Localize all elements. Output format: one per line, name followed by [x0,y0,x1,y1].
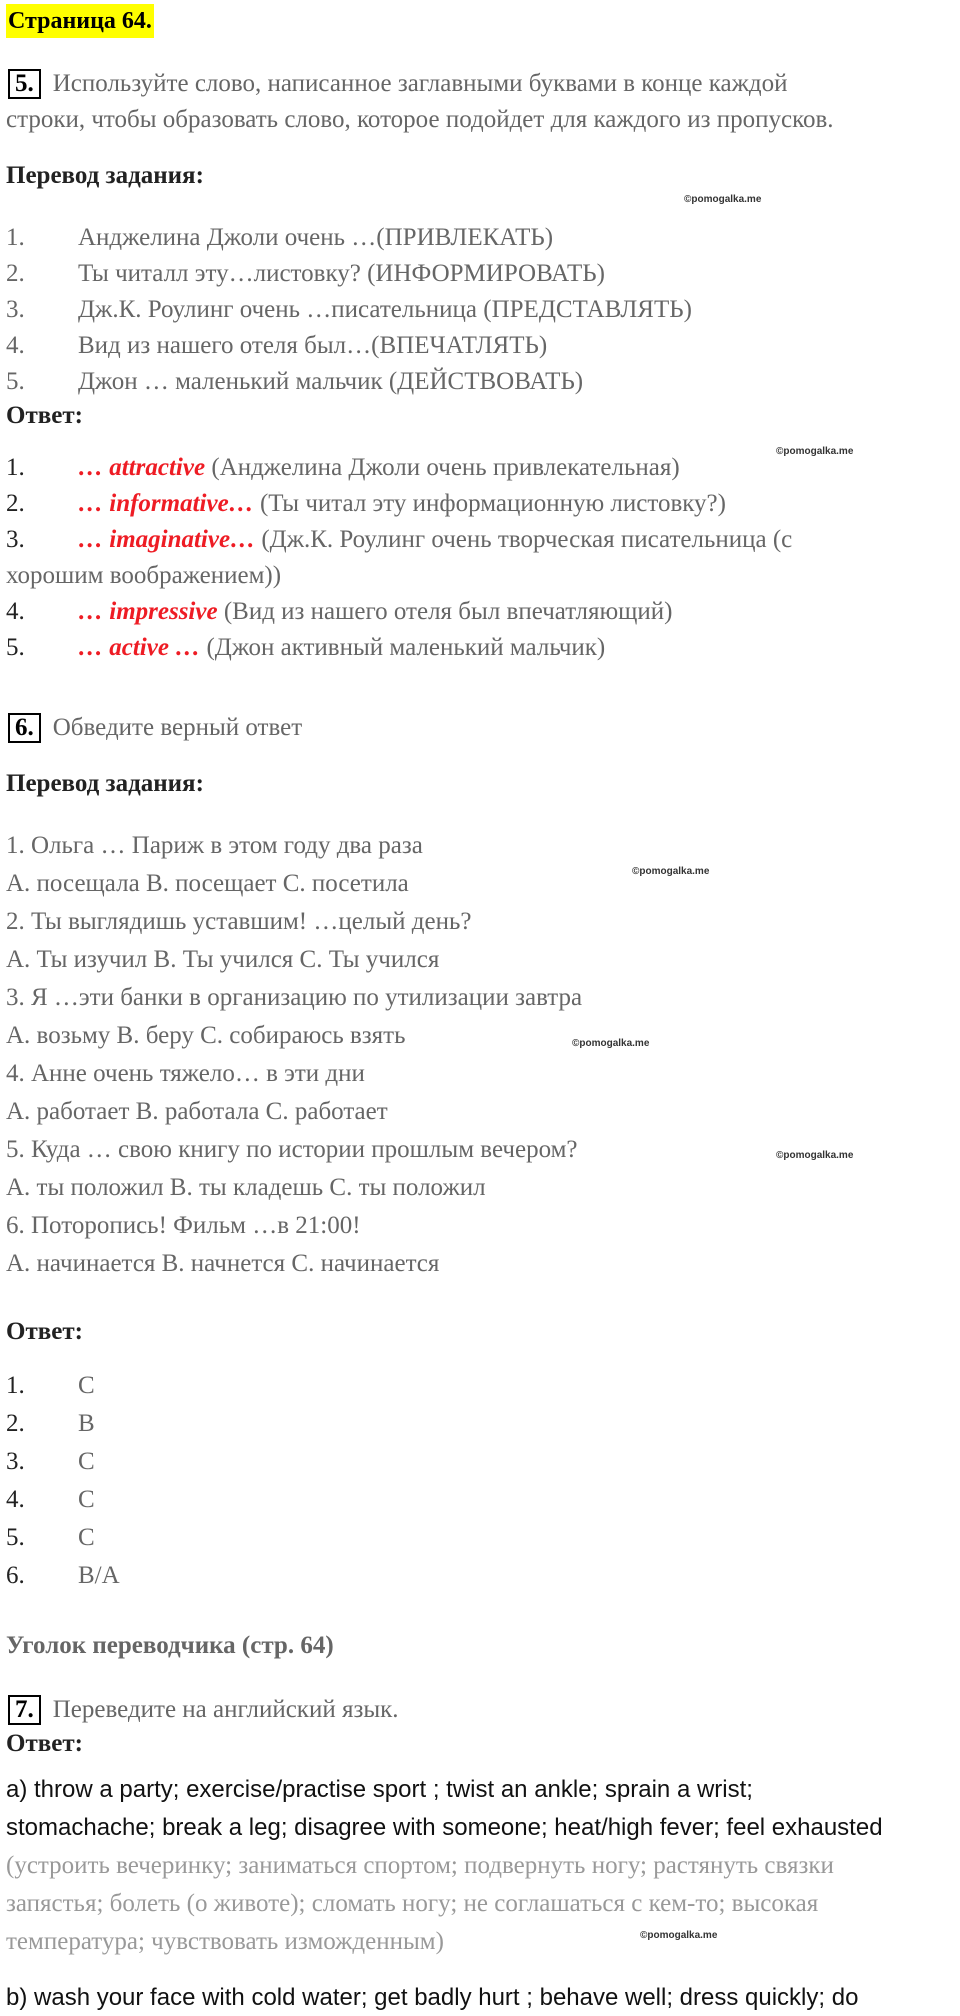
ex5-item-5 [6,364,584,400]
ex5-item-3 [6,292,692,328]
ex6-line: 5. Куда … свою книгу по истории прошлым вечером? [6,1136,578,1163]
answer-translation: (Дж.К. Роулинг очень творческая писательница (с [255,526,793,553]
ex5-item-4 [6,328,548,364]
item-text: Вид из нашего отеля был…(ВПЕЧАТЛЯТЬ) [78,332,548,359]
ex6-line: 6. Поторопись! Фильм …в 21:00! [6,1212,361,1239]
answer-value: C [78,1486,95,1513]
answer-word: … informative… [78,490,254,517]
ex5-answer-2 [6,486,726,522]
answer-number: 4. [6,598,25,625]
ex5-translation-heading: Перевод задания: [6,162,204,189]
answer-value: B/A [78,1562,120,1589]
answer-word: … active … [78,634,201,661]
page-title: Страница 64. [6,4,154,38]
ex6-answer-heading: Ответ: [6,1318,83,1345]
answer-value: C [78,1524,95,1551]
watermark: ©pomogalka.me [572,1038,650,1049]
ex7-answer-a-line2: stomachache; break a leg; disagree with someone; heat/high fever; feel exhausted [6,1814,883,1841]
item-text: Анджелина Джоли очень …(ПРИВЛЕКАТЬ) [78,224,554,251]
item-text: Джон … маленький мальчик (ДЕЙСТВОВАТЬ) [78,368,584,395]
ex6-answer-1 [6,1368,95,1404]
answer-value: C [78,1448,95,1475]
answer-translation: (Вид из нашего отеля был впечатляющий) [217,598,673,625]
watermark: ©pomogalka.me [776,446,854,457]
ex6-instruction [8,710,302,746]
answer-translation: (Джон активный маленький мальчик) [200,634,606,661]
ex6-number: 6. [8,713,41,743]
answer-word: … impressive [78,598,218,625]
ex7-instruction [8,1692,399,1728]
ex7-number: 7. [8,1695,41,1725]
ex5-item-1 [6,220,554,256]
ex7-answer-a-ru3: температура; чувствовать изможденным) [6,1928,444,1955]
answer-value: B [78,1410,95,1437]
ex6-line: 3. Я …эти банки в организацию по утилизации завтра [6,984,583,1011]
answer-number: 1. [6,454,25,481]
watermark: ©pomogalka.me [684,194,762,205]
ex7-answer-a-ru1: (устроить вечеринку; заниматься спортом; подвернуть ногу; растянуть связки [6,1852,834,1879]
watermark: ©pomogalka.me [640,1930,718,1941]
ex6-answer-5 [6,1520,95,1556]
ex7-answer-heading: Ответ: [6,1730,83,1757]
ex5-answer-heading: Ответ: [6,402,83,429]
answer-translation: (Анджелина Джоли очень привлекательная) [205,454,680,481]
answer-number: 5. [6,1524,25,1551]
ex7-instruction-text: Переведите на английский язык. [52,1696,399,1723]
ex6-line: 4. Анне очень тяжело… в эти дни [6,1060,365,1087]
answer-translation: (Ты читал эту информационную листовку?) [253,490,726,517]
item-text: Ты читалл эту…листовку? (ИНФОРМИРОВАТЬ) [78,260,605,287]
item-number: 4. [6,332,25,359]
translator-corner-heading: Уголок переводчика (стр. 64) [6,1632,334,1659]
item-number: 2. [6,260,25,287]
ex7-answer-b-line1: b) wash your face with cold water; get badly hurt ; behave well; dress quickly; do [6,1984,859,2011]
answer-number: 2. [6,1410,25,1437]
ex6-line: A. Ты изучил B. Ты учился C. Ты учился [6,946,440,973]
ex5-number: 5. [8,69,41,99]
ex6-line: A. работает B. работала C. работает [6,1098,388,1125]
ex6-instruction-text: Обведите верный ответ [52,714,303,741]
answer-number: 1. [6,1372,25,1399]
ex6-answer-2 [6,1406,95,1442]
ex5-item-2 [6,256,605,292]
ex7-answer-a-line1: a) throw a party; exercise/practise sport ; twist an ankle; sprain a wrist; [6,1776,753,1803]
ex7-answer-a-ru2: запястья; болеть (о животе); сломать ногу; не соглашаться с кем-то; высокая [6,1890,819,1917]
ex5-instruction-line1: Используйте слово, написанное заглавными буквами в конце каждой [52,70,788,97]
ex5-answer-3-continued: хорошим воображением)) [6,562,282,589]
item-number: 3. [6,296,25,323]
ex6-answer-3 [6,1444,95,1480]
item-number: 1. [6,224,25,251]
ex5-answer-1 [6,450,680,486]
ex6-translation-heading: Перевод задания: [6,770,204,797]
ex6-line: 2. Ты выглядишь уставшим! …целый день? [6,908,472,935]
ex6-line: A. посещала B. посещает C. посетила [6,870,409,897]
ex6-line: A. возьму B. беру C. собираюсь взять [6,1022,406,1049]
ex6-answer-6 [6,1558,120,1594]
ex5-instruction-line2: строки, чтобы образовать слово, которое подойдет для каждого из пропусков. [6,106,834,133]
answer-word: … attractive [78,454,206,481]
answer-number: 2. [6,490,25,517]
item-number: 5. [6,368,25,395]
ex5-answer-4 [6,594,673,630]
answer-number: 4. [6,1486,25,1513]
ex5-instruction [8,66,788,102]
answer-word: … imaginative… [78,526,256,553]
ex6-line: A. начинается B. начнется C. начинается [6,1250,440,1277]
answer-number: 3. [6,526,25,553]
answer-value: C [78,1372,95,1399]
ex6-line: 1. Ольга … Париж в этом году два раза [6,832,423,859]
ex6-line: A. ты положил B. ты кладешь C. ты положил [6,1174,486,1201]
answer-number: 5. [6,634,25,661]
watermark: ©pomogalka.me [632,866,710,877]
watermark: ©pomogalka.me [776,1150,854,1161]
ex6-answer-4 [6,1482,95,1518]
answer-number: 3. [6,1448,25,1475]
answer-number: 6. [6,1562,25,1589]
ex5-answer-3 [6,522,793,558]
ex5-answer-5 [6,630,606,666]
item-text: Дж.К. Роулинг очень …писательница (ПРЕДСТАВЛЯТЬ) [78,296,692,323]
